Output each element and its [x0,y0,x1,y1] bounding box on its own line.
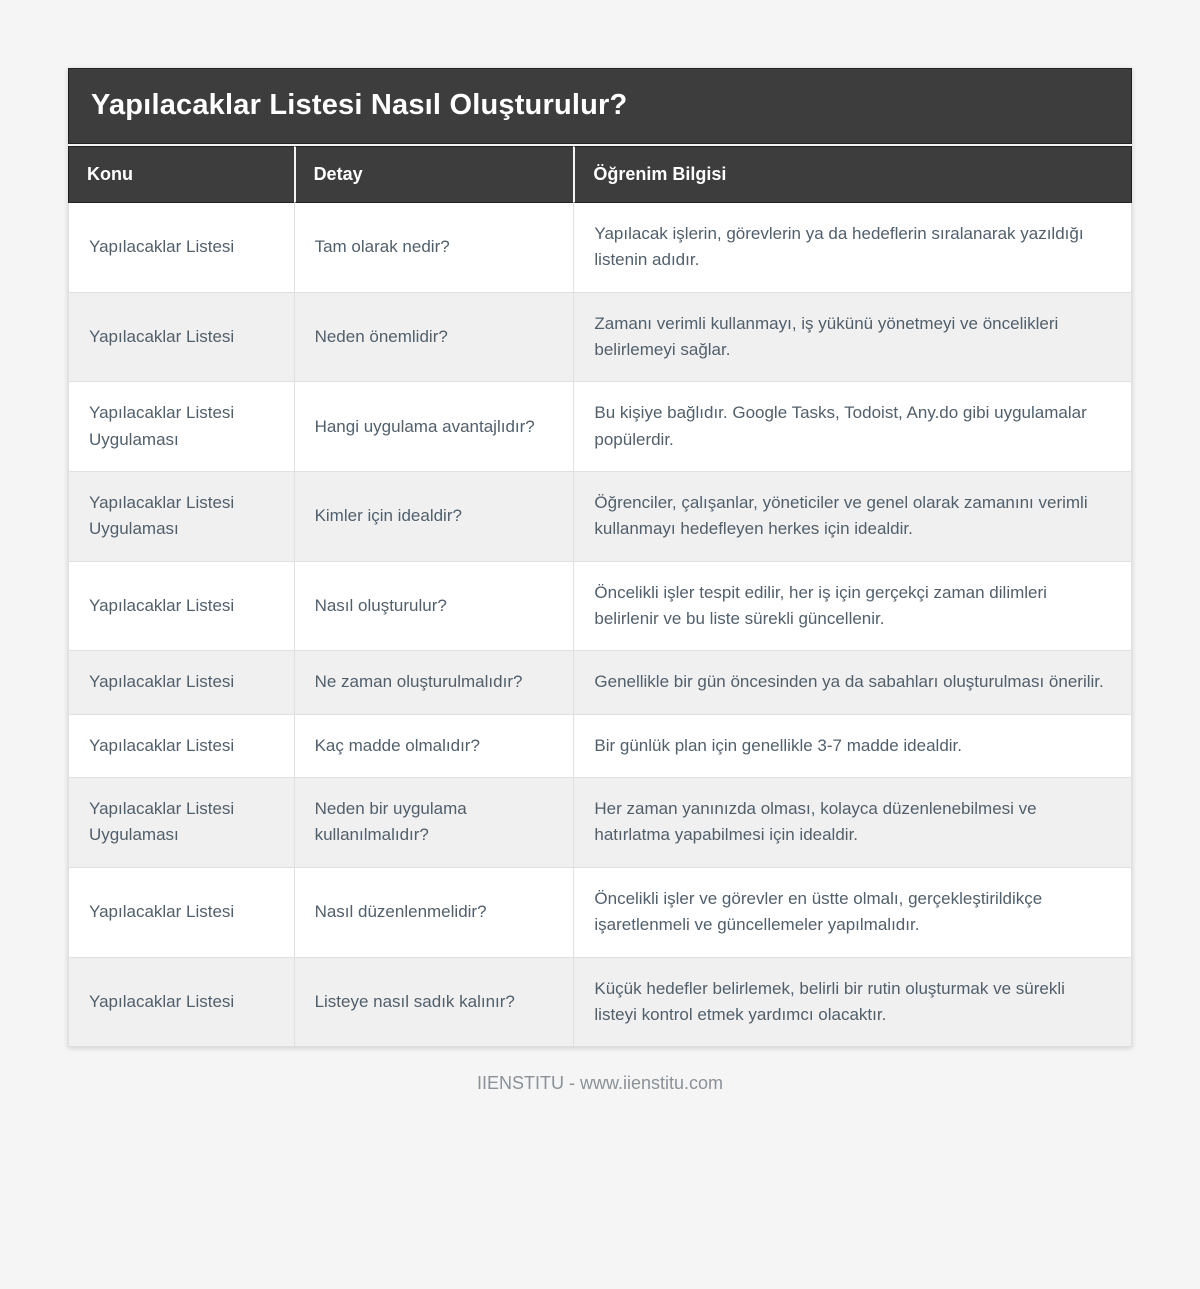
cell-detay: Tam olarak nedir? [294,203,574,293]
cell-detay: Kimler için idealdir? [294,472,574,562]
cell-bilgi: Küçük hedefler belirlemek, belirli bir rutin oluşturmak ve sürekli listeyi kontrol etmek yardımcı olacaktır. [573,958,1132,1048]
cell-bilgi: Öncelikli işler ve görevler en üstte olmalı, gerçekleştirildikçe işaretlenmeli ve güncellemeler yapılmalıdır. [573,868,1132,958]
table-row [68,715,1132,778]
cell-konu: Yapılacaklar Listesi [68,651,294,714]
column-header-konu: Konu [68,146,294,203]
page [0,68,1200,1154]
cell-konu: Yapılacaklar Listesi [68,562,294,652]
cell-bilgi: Zamanı verimli kullanmayı, iş yükünü yönetmeyi ve öncelikleri belirlemeyi sağlar. [573,293,1132,383]
cell-konu: Yapılacaklar Listesi [68,868,294,958]
cell-konu: Yapılacaklar Listesi Uygulaması [68,472,294,562]
cell-konu: Yapılacaklar Listesi [68,958,294,1048]
table-row [68,293,1132,383]
cell-konu: Yapılacaklar Listesi Uygulaması [68,382,294,472]
cell-bilgi: Yapılacak işlerin, görevlerin ya da hedeflerin sıralanarak yazıldığı listenin adıdır. [573,203,1132,293]
cell-detay: Nasıl düzenlenmelidir? [294,868,574,958]
table-row [68,958,1132,1048]
cell-bilgi: Genellikle bir gün öncesinden ya da sabahları oluşturulması önerilir. [573,651,1132,714]
column-header-detay: Detay [294,146,574,203]
cell-bilgi: Her zaman yanınızda olması, kolayca düzenlenebilmesi ve hatırlatma yapabilmesi için idealdir. [573,778,1132,868]
table-row [68,778,1132,868]
cell-detay: Neden önemlidir? [294,293,574,383]
table-row [68,562,1132,652]
cell-konu: Yapılacaklar Listesi [68,715,294,778]
cell-konu: Yapılacaklar Listesi [68,293,294,383]
column-header-bilgi: Öğrenim Bilgisi [573,146,1132,203]
table-row [68,651,1132,714]
page-title: Yapılacaklar Listesi Nasıl Oluşturulur? [68,68,1132,144]
cell-detay: Ne zaman oluşturulmalıdır? [294,651,574,714]
table-header-row [68,146,1132,203]
table-row [68,382,1132,472]
info-table [68,146,1132,1047]
table-row [68,472,1132,562]
cell-detay: Kaç madde olmalıdır? [294,715,574,778]
cell-konu: Yapılacaklar Listesi Uygulaması [68,778,294,868]
todo-list-table-card [68,68,1132,1047]
cell-detay: Nasıl oluşturulur? [294,562,574,652]
cell-detay: Hangi uygulama avantajlıdır? [294,382,574,472]
cell-bilgi: Bir günlük plan için genellikle 3-7 madde idealdir. [573,715,1132,778]
table-body [68,203,1132,1047]
cell-bilgi: Öğrenciler, çalışanlar, yöneticiler ve genel olarak zamanını verimli kullanmayı hedefleyen herkes için idealdir. [573,472,1132,562]
table-row [68,868,1132,958]
cell-bilgi: Öncelikli işler tespit edilir, her iş için gerçekçi zaman dilimleri belirlenir ve bu liste sürekli güncellenir. [573,562,1132,652]
table-row [68,203,1132,293]
cell-bilgi: Bu kişiye bağlıdır. Google Tasks, Todoist, Any.do gibi uygulamalar popülerdir. [573,382,1132,472]
cell-detay: Listeye nasıl sadık kalınır? [294,958,574,1048]
cell-konu: Yapılacaklar Listesi [68,203,294,293]
cell-detay: Neden bir uygulama kullanılmalıdır? [294,778,574,868]
footer-text: IIENSTITU - www.iienstitu.com [476,1073,724,1094]
